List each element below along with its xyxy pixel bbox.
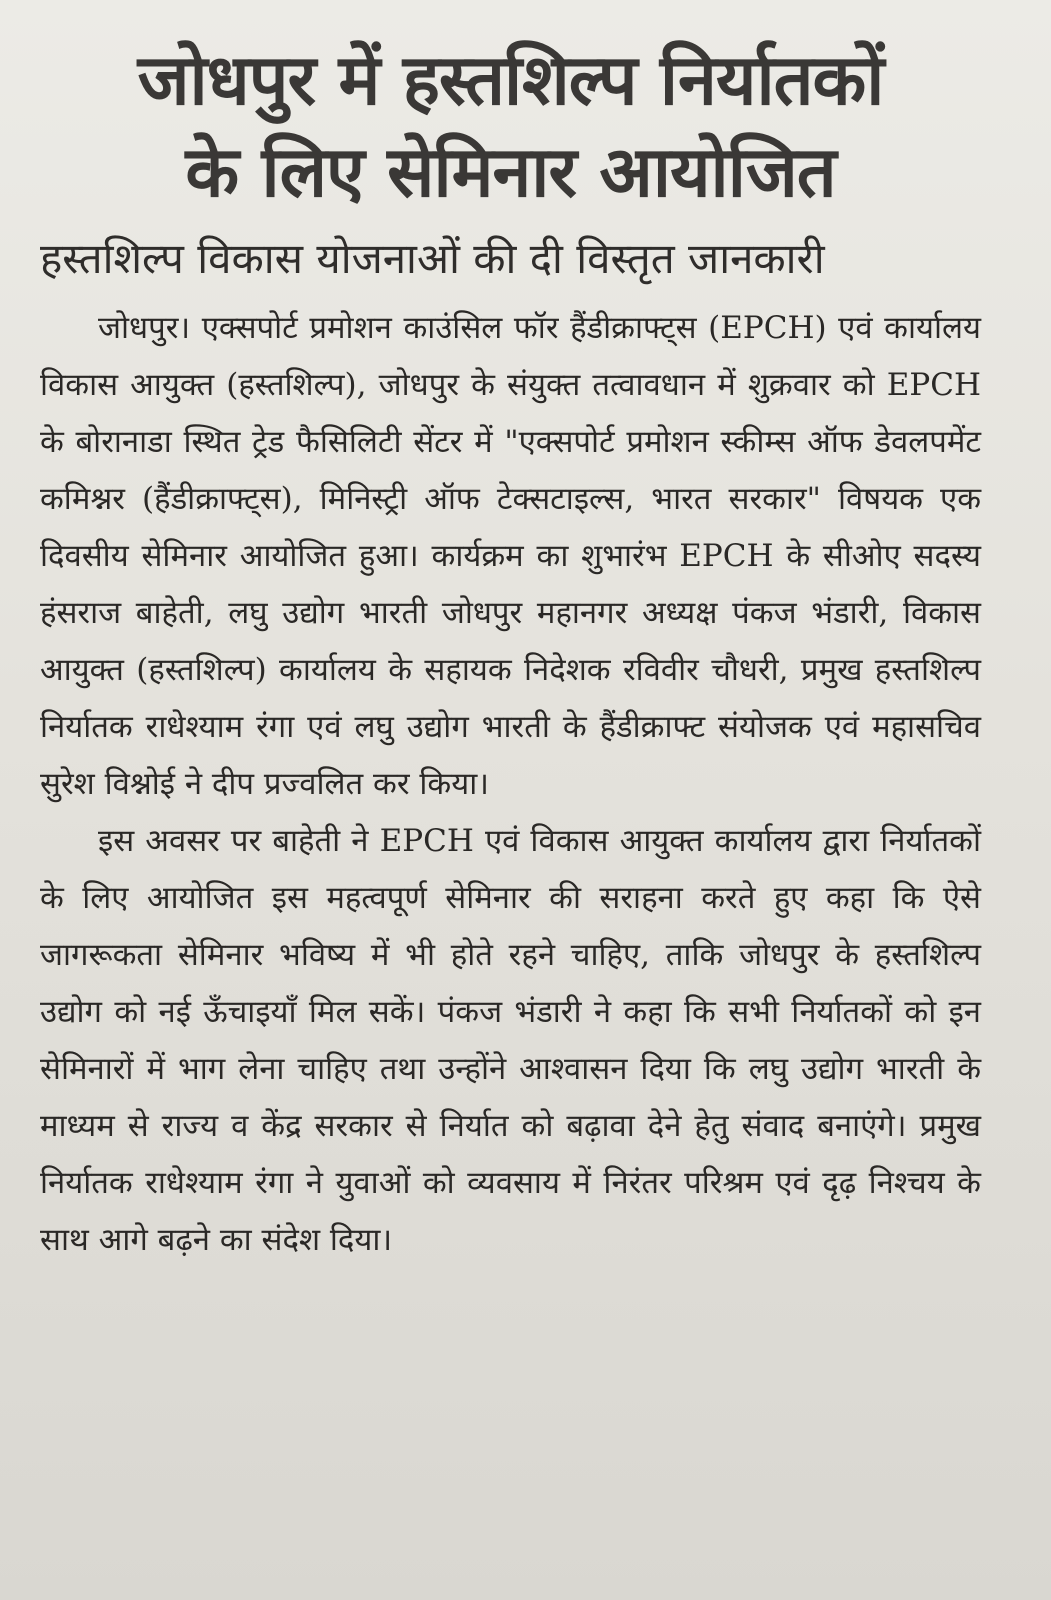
headline bbox=[40, 34, 981, 218]
article-body bbox=[40, 300, 981, 1269]
article-paragraph-2: इस अवसर पर बाहेती ने EPCH एवं विकास आयुक्त कार्यालय द्वारा निर्यातकों के लिए आयोजित इस महत्वपूर्ण सेमिनार की सराहना करते हुए कहा कि ऐसे जागरूकता सेमिनार भविष्य में भी होते रहने चाहिए, ताकि जोधपुर के हस्तशिल्प उद्योग को नई ऊँचाइयाँ मिल सकें। पंकज भंडारी ने कहा कि सभी निर्यातकों को इन सेमिनारों में भाग लेना चाहिए तथा उन्होंने आश्वासन दिया कि लघु उद्योग भारती के माध्यम से राज्य व केंद्र सरकार से निर्यात को बढ़ावा देने हेतु संवाद बनाएंगे। प्रमुख निर्यातक राधेश्याम रंगा ने युवाओं को व्यवसाय में निरंतर परिश्रम एवं दृढ़ निश्चय के साथ आगे बढ़ने का संदेश दिया। bbox=[40, 823, 981, 1258]
article-paragraph-1: जोधपुर। एक्सपोर्ट प्रमोशन काउंसिल फॉर हैंडीक्राफ्ट्स (EPCH) एवं कार्यालय विकास आयुक्त (हस्तशिल्प), जोधपुर के संयुक्त तत्वावधान में शुक्रवार को EPCH के बोरानाडा स्थित ट्रेड फैसिलिटी सेंटर में "एक्सपोर्ट प्रमोशन स्कीम्स ऑफ डेवलपमेंट कमिश्नर (हैंडीक्राफ्ट्स), मिनिस्ट्री ऑफ टेक्सटाइल्स, भारत सरकार" विषयक एक दिवसीय सेमिनार आयोजित हुआ। कार्यक्रम का शुभारंभ EPCH के सीओए सदस्य हंसराज बाहेती, लघु उद्योग भारती जोधपुर महानगर अध्यक्ष पंकज भंडारी, विकास आयुक्त (हस्तशिल्प) कार्यालय के सहायक निदेशक रविवीर चौधरी, प्रमुख हस्तशिल्प निर्यातक राधेश्याम रंगा एवं लघु उद्योग भारती के हैंडीक्राफ्ट संयोजक एवं महासचिव सुरेश विश्नोई ने दीप प्रज्वलित कर किया। bbox=[40, 310, 981, 802]
subheadline: हस्तशिल्प विकास योजनाओं की दी विस्तृत जानकारी bbox=[40, 234, 825, 283]
headline-line-1: जोधपुर में हस्तशिल्प निर्यातकों bbox=[137, 39, 884, 121]
headline-line-2: के लिए सेमिनार आयोजित bbox=[185, 131, 836, 213]
